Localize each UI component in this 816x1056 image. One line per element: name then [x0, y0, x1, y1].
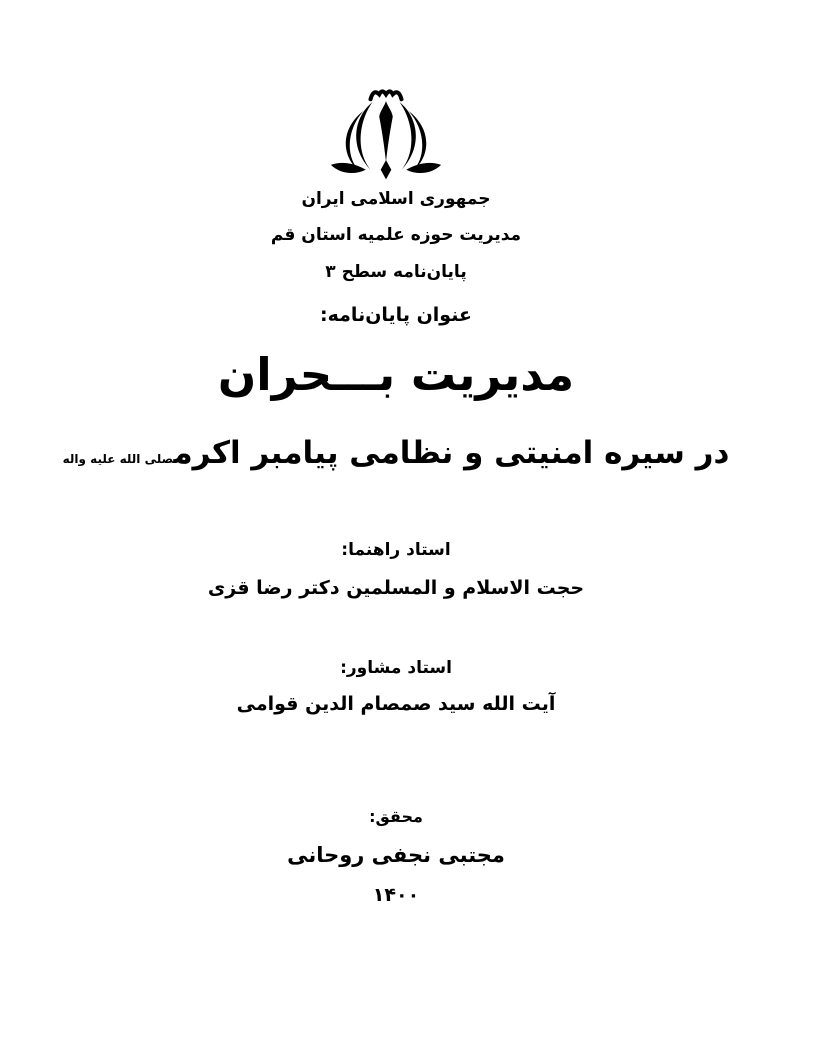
supervisor-label: استاد راهنما: [341, 540, 451, 560]
thesis-title-subtitle [0, 430, 792, 482]
supervisor-name: حجت الاسلام و المسلمین دکتر رضا قزی [207, 577, 585, 599]
researcher-name: مجتبی نجفی روحانی [287, 843, 505, 867]
iran-emblem-icon [328, 86, 444, 180]
thesis-title-label: عنوان پایان‌نامه: [320, 304, 472, 326]
thesis-title-main: مدیریت بـــحران [217, 348, 575, 401]
document-type: پایان‌نامه سطح ۳ [325, 262, 467, 282]
researcher-label: محقق: [369, 807, 423, 826]
honorific-salawat-text: صلی الله علیه واله [62, 452, 174, 466]
thesis-subtitle-text: در سیره امنیتی و نظامی پیامبر اکرم [173, 435, 730, 471]
advisor-name: آیت الله سید صمصام الدین قوامی [236, 693, 556, 715]
country-name: جمهوری اسلامی ایران [301, 189, 491, 209]
advisor-label: استاد مشاور: [340, 658, 452, 678]
organization-name: مدیریت حوزه علمیه استان قم [270, 225, 522, 245]
publication-year: ۱۴۰۰ [372, 884, 420, 906]
